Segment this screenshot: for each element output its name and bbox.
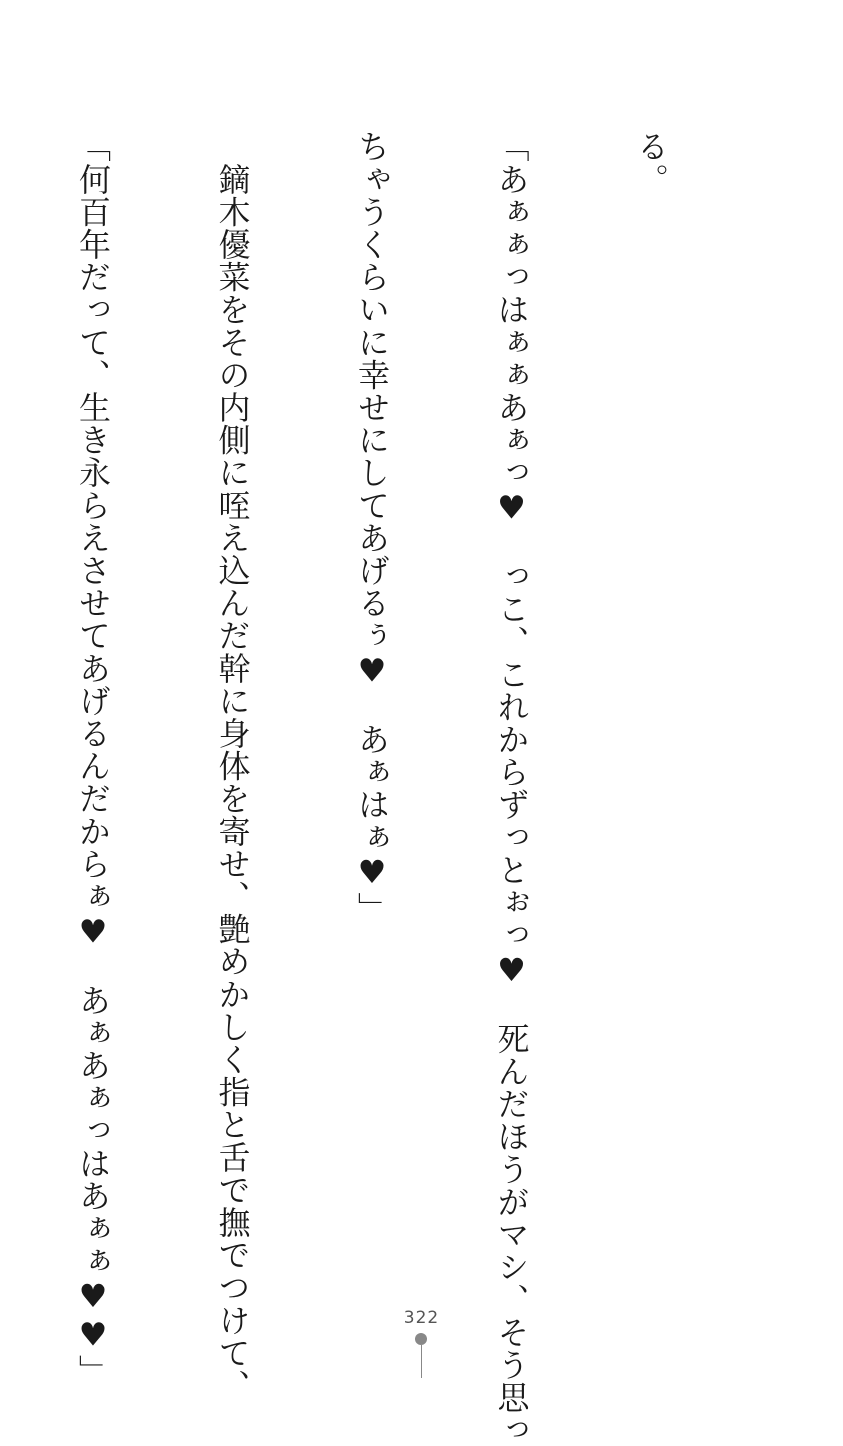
page-marker-stem [421,1345,422,1378]
text-line: 「何百年だって、生き永らえさせてあげるんだからぁ♥ あぁあぁっはあぁぁ♥♥」 [74,130,112,1387]
text-line: ちゃうくらいに幸せにしてあげるぅ♥ あぁはぁ♥」 [353,130,391,925]
page-marker-icon [415,1333,427,1378]
page-number: 322 [403,1308,440,1328]
text-line: る。 [632,130,670,196]
page-marker-dot [415,1333,427,1345]
text-line: 「あぁぁっはぁぁあぁっ♥ っこ、これからずっとぉっ♥ 死んだほうがマシ、そう思っ [492,130,531,1446]
text-line: 鏑木優菜をその内側に咥え込んだ幹に身体を寄せ、艶めかしく指と舌で撫でつけて、 [213,130,252,1402]
